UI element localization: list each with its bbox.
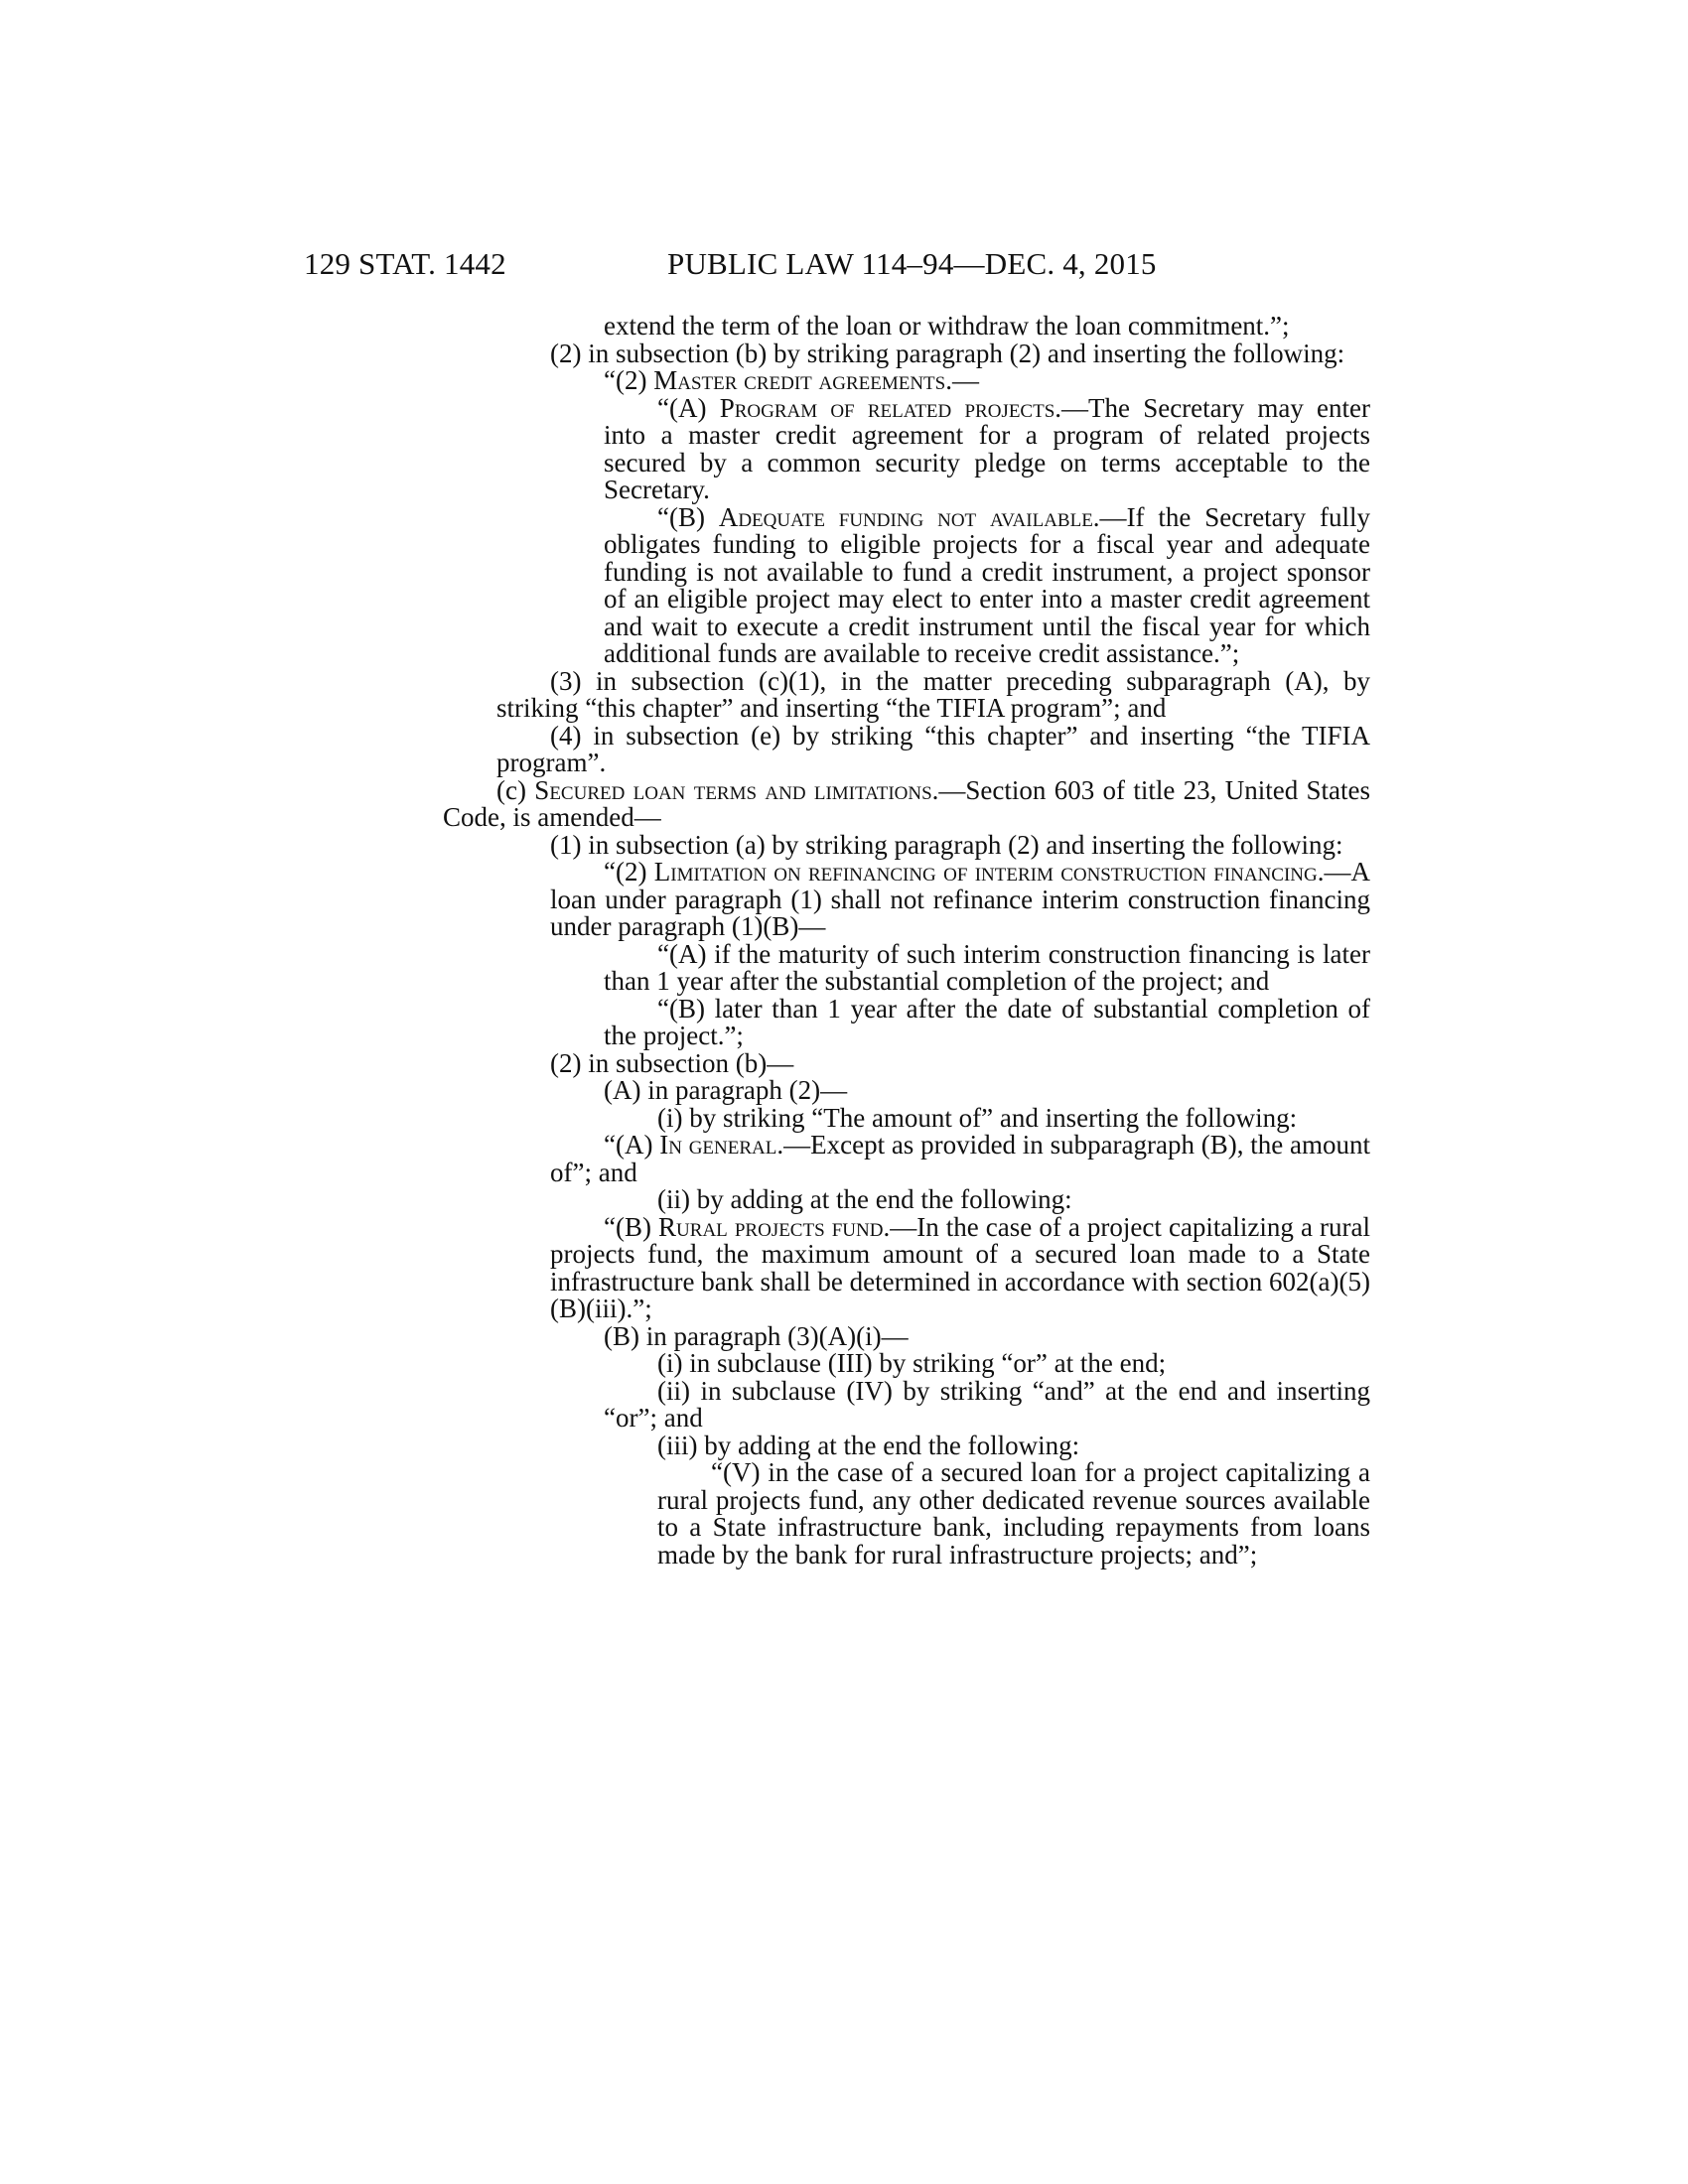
document-body (443, 311, 1371, 1570)
paragraph: “(V) in the case of a secured loan for a project capitalizing a rural projects fund, any other dedicated revenue sources available to a State infrastructure bank, including repayments from loans made by the bank for rural infrastructure projects; and”; (657, 1457, 1370, 1570)
paragraph: (B) in paragraph (3)(A)(i)— (604, 1320, 909, 1351)
paragraph: “(2) Limitation on refinancing of interim construction financing.—A loan under paragraph (1) shall not refinance interim construction financing under paragraph (1)(B)— (550, 857, 1370, 941)
paragraph: (ii) by adding at the end the following: (657, 1184, 1072, 1214)
public-law-title: PUBLIC LAW 114–94—DEC. 4, 2015 (667, 246, 1157, 281)
paragraph: “(A) Program of related projects.—The Secretary may enter into a master credit agreement for a program of related projects secured by a common security pledge on terms acceptable to the Secretary. (604, 392, 1371, 504)
paragraph: (ii) in subclause (IV) by striking “and” at the end and inserting “or”; and (604, 1375, 1370, 1433)
paragraph: “(B) Rural projects fund.—In the case of a project capitalizing a rural projects fund, the maximum amount of a secured loan made to a State infrastructure bank shall be determined in accordance with section 602(a)(5)(B)(iii).”; (550, 1211, 1370, 1323)
paragraph: “(A) In general.—Except as provided in subparagraph (B), the amount of”; and (550, 1130, 1370, 1187)
paragraph: (c) Secured loan terms and limitations.—Section 603 of title 23, United States Code, is amended— (443, 774, 1371, 832)
paragraph: (2) in subsection (b)— (550, 1047, 794, 1078)
page-header (304, 246, 1371, 286)
statute-page-number: 129 STAT. 1442 (304, 246, 506, 281)
paragraph: (3) in subsection (c)(1), in the matter preceding subparagraph (A), by striking “this chapter” and inserting “the TIFIA program”; and (496, 665, 1370, 723)
paragraph: (A) in paragraph (2)— (604, 1075, 848, 1105)
paragraph: “(B) later than 1 year after the date of substantial completion of the project.”; (604, 993, 1370, 1050)
paragraph: (2) in subsection (b) by striking paragraph (2) and inserting the following: (550, 338, 1345, 368)
paragraph: (iii) by adding at the end the following: (657, 1430, 1080, 1460)
paragraph: “(A) if the maturity of such interim construction financing is later than 1 year after the substantial completion of the project; and (604, 938, 1370, 996)
paragraph: (4) in subsection (e) by striking “this chapter” and inserting “the TIFIA program”. (496, 720, 1370, 777)
paragraph: “(B) Adequate funding not available.—If the Secretary fully obligates funding to eligible projects for a fiscal year and adequate funding is not available to fund a credit instrument, a project sponsor of an eligible project may elect to enter into a master credit agreement and wait to execute a credit instrument until the fiscal year for which additional funds are available to receive credit assistance.”; (604, 501, 1370, 668)
paragraph: “(2) Master credit agreements.— (604, 365, 979, 395)
paragraph: (i) by striking “The amount of” and inserting the following: (657, 1102, 1298, 1133)
paragraph: (i) in subclause (III) by striking “or” at the end; (657, 1348, 1167, 1378)
paragraph: (1) in subsection (a) by striking paragraph (2) and inserting the following: (550, 829, 1343, 860)
paragraph: extend the term of the loan or withdraw the loan commitment.”; (604, 311, 1290, 341)
